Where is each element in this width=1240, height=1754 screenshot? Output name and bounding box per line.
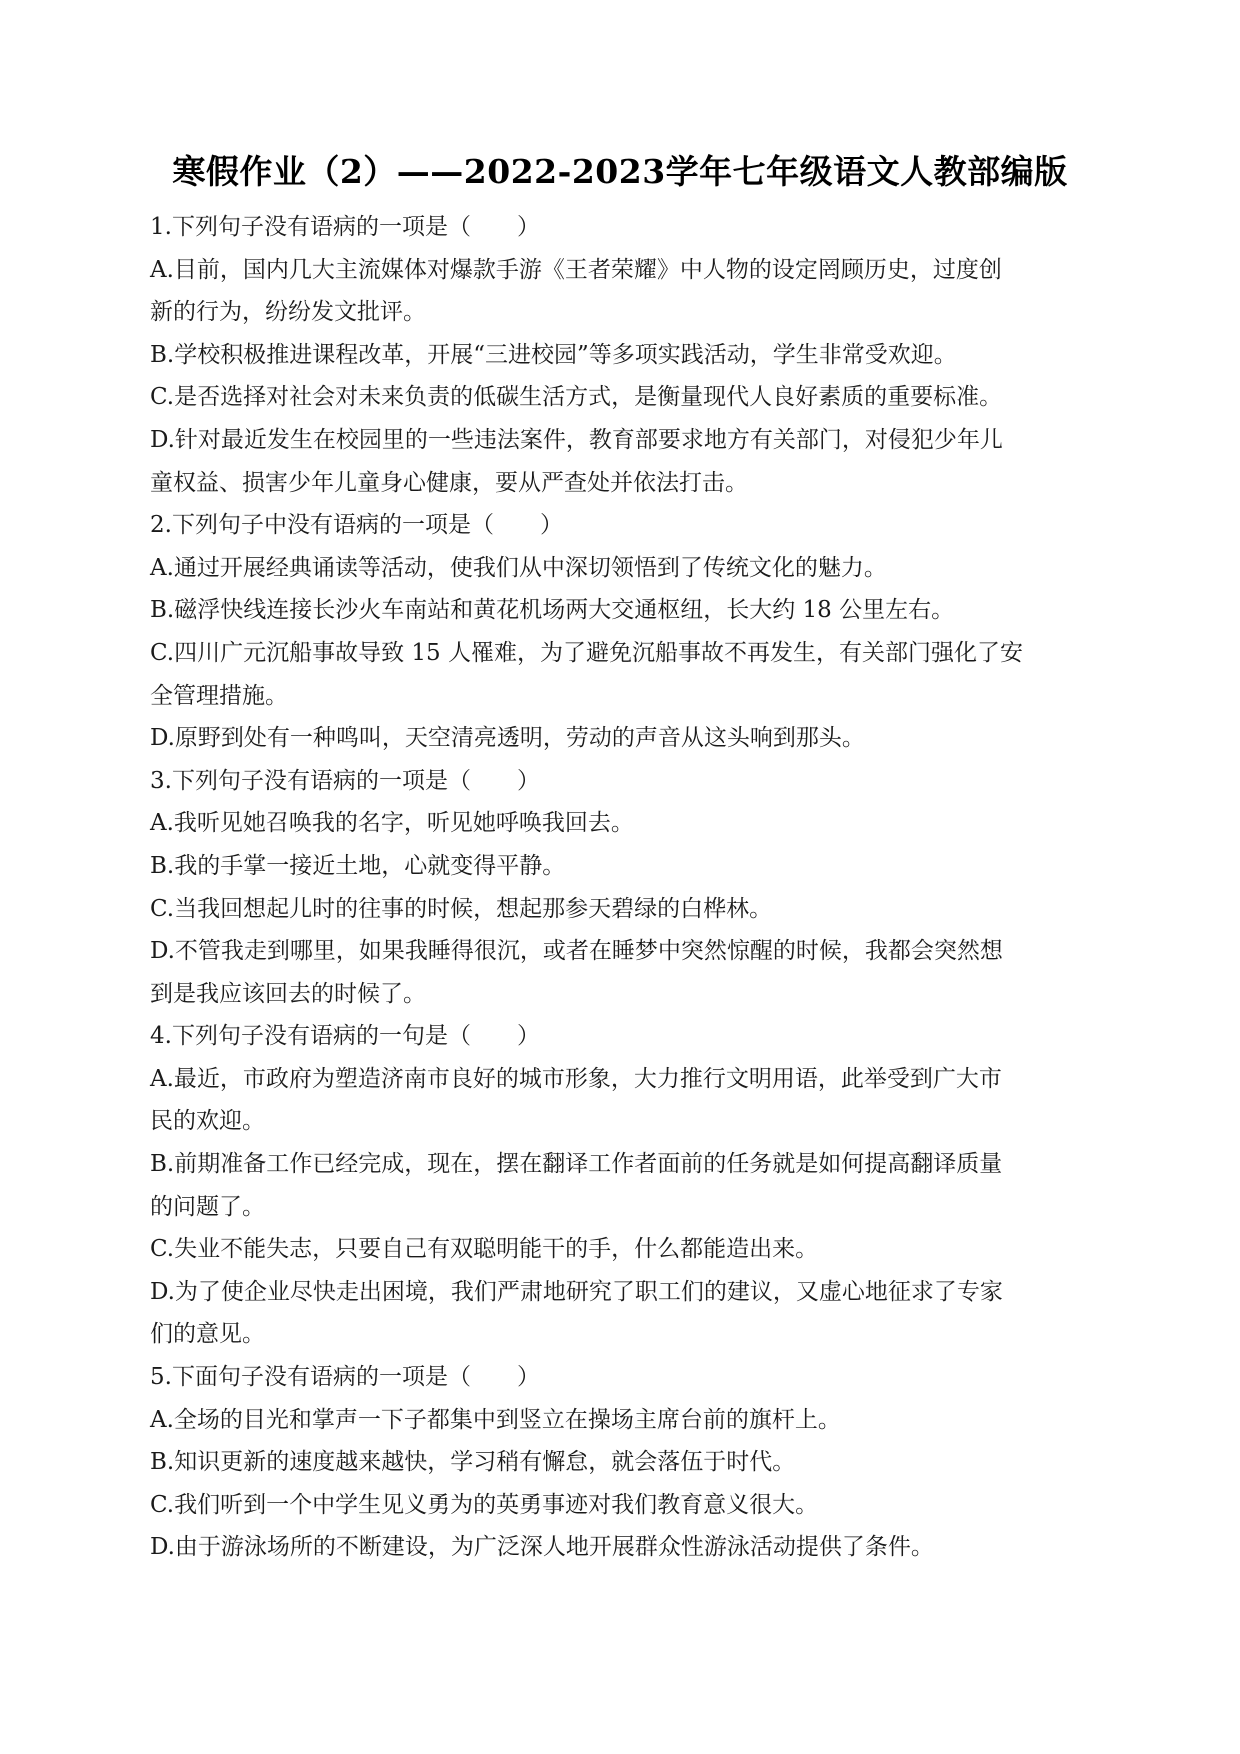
option-d: [150, 419, 1085, 504]
option-text-line: C.四川广元沉船事故导致 15 人罹难，为了避免沉船事故不再发生，有关部门强化了安: [150, 639, 1023, 666]
option-text-line: C.当我回想起儿时的往事的时候，想起那参天碧绿的白桦林。: [150, 895, 773, 922]
question-stem: 2.下列句子中没有语病的一项是（ ）: [150, 512, 563, 539]
option-text-line: 的问题了。: [150, 1193, 265, 1220]
option-c: [150, 1228, 1085, 1271]
option-d: [150, 717, 1085, 760]
option-d: [150, 1271, 1085, 1356]
option-text-line: 全管理措施。: [150, 682, 288, 709]
question-2: [150, 504, 1085, 760]
option-a: [150, 249, 1085, 334]
option-text-line: A.我听见她召唤我的名字，听见她呼唤我回去。: [150, 810, 634, 837]
option-text-line: B.前期准备工作已经完成，现在，摆在翻译工作者面前的任务就是如何提高翻译质量: [150, 1151, 1003, 1178]
option-text-line: D.为了使企业尽快走出困境，我们严肃地研究了职工们的建议，又虚心地征求了专家: [150, 1278, 1003, 1305]
option-c: [150, 632, 1085, 717]
option-a: [150, 1058, 1085, 1143]
option-text-line: A.目前，国内几大主流媒体对爆款手游《王者荣耀》中人物的设定罔顾历史，过度创: [150, 256, 1002, 283]
question-stem: 5.下面句子没有语病的一项是（ ）: [150, 1364, 540, 1391]
question-1: [150, 206, 1085, 504]
option-b: [150, 589, 1085, 632]
option-b: [150, 845, 1085, 888]
option-text-line: D.原野到处有一种鸣叫，天空清亮透明，劳动的声音从这头响到那头。: [150, 725, 865, 752]
option-text-line: 童权益、损害少年儿童身心健康，要从严查处并依法打击。: [150, 469, 748, 496]
option-text-line: D.不管我走到哪里，如果我睡得很沉，或者在睡梦中突然惊醒的时候，我都会突然想: [150, 938, 1003, 965]
option-text-line: B.学校积极推进课程改革，开展“三进校园”等多项实践活动，学生非常受欢迎。: [150, 341, 957, 368]
option-text-line: D.针对最近发生在校园里的一些违法案件，教育部要求地方有关部门，对侵犯少年儿: [150, 426, 1003, 453]
question-3: [150, 760, 1085, 1016]
option-text-line: 民的欢迎。: [150, 1108, 265, 1135]
option-c: [150, 888, 1085, 931]
option-a: [150, 547, 1085, 590]
option-b: [150, 334, 1085, 377]
option-text-line: C.我们听到一个中学生见义勇为的英勇事迹对我们教育意义很大。: [150, 1491, 819, 1518]
option-text-line: C.是否选择对社会对未来负责的低碳生活方式，是衡量现代人良好素质的重要标准。: [150, 384, 1003, 411]
option-d: [150, 1526, 1085, 1569]
option-b: [150, 1441, 1085, 1484]
option-c: [150, 376, 1085, 419]
document-body: [150, 206, 1085, 1569]
question-5: [150, 1356, 1085, 1569]
option-text-line: B.知识更新的速度越来越快，学习稍有懈怠，就会落伍于时代。: [150, 1449, 796, 1476]
option-text-line: B.磁浮快线连接长沙火车南站和黄花机场两大交通枢纽，长大约 18 公里左右。: [150, 597, 955, 624]
option-text-line: D.由于游泳场所的不断建设，为广泛深人地开展群众性游泳活动提供了条件。: [150, 1534, 934, 1561]
option-text-line: 新的行为，纷纷发文批评。: [150, 299, 426, 326]
option-text-line: A.通过开展经典诵读等活动，使我们从中深切领悟到了传统文化的魅力。: [150, 554, 887, 581]
question-stem: 1.下列句子没有语病的一项是（ ）: [150, 214, 540, 240]
question-stem: 4.下列句子没有语病的一句是（ ）: [150, 1023, 540, 1050]
option-text-line: 们的意见。: [150, 1321, 265, 1348]
option-b: [150, 1143, 1085, 1228]
question-4: [150, 1015, 1085, 1356]
option-c: [150, 1484, 1085, 1527]
option-a: [150, 1399, 1085, 1442]
option-d: [150, 930, 1085, 1015]
option-text-line: A.最近，市政府为塑造济南市良好的城市形象，大力推行文明用语，此举受到广大市: [150, 1065, 1002, 1092]
option-text-line: B.我的手掌一接近土地，心就变得平静。: [150, 852, 566, 879]
option-text-line: C.失业不能失志，只要自己有双聪明能干的手，什么都能造出来。: [150, 1236, 819, 1263]
document-title: 寒假作业（2）——2022-2023学年七年级语文人教部编版: [172, 152, 1068, 191]
option-text-line: 到是我应该回去的时候了。: [150, 980, 426, 1007]
option-a: [150, 802, 1085, 845]
option-text-line: A.全场的目光和掌声一下子都集中到竖立在操场主席台前的旗杆上。: [150, 1406, 841, 1433]
question-stem: 3.下列句子没有语病的一项是（ ）: [150, 767, 540, 794]
